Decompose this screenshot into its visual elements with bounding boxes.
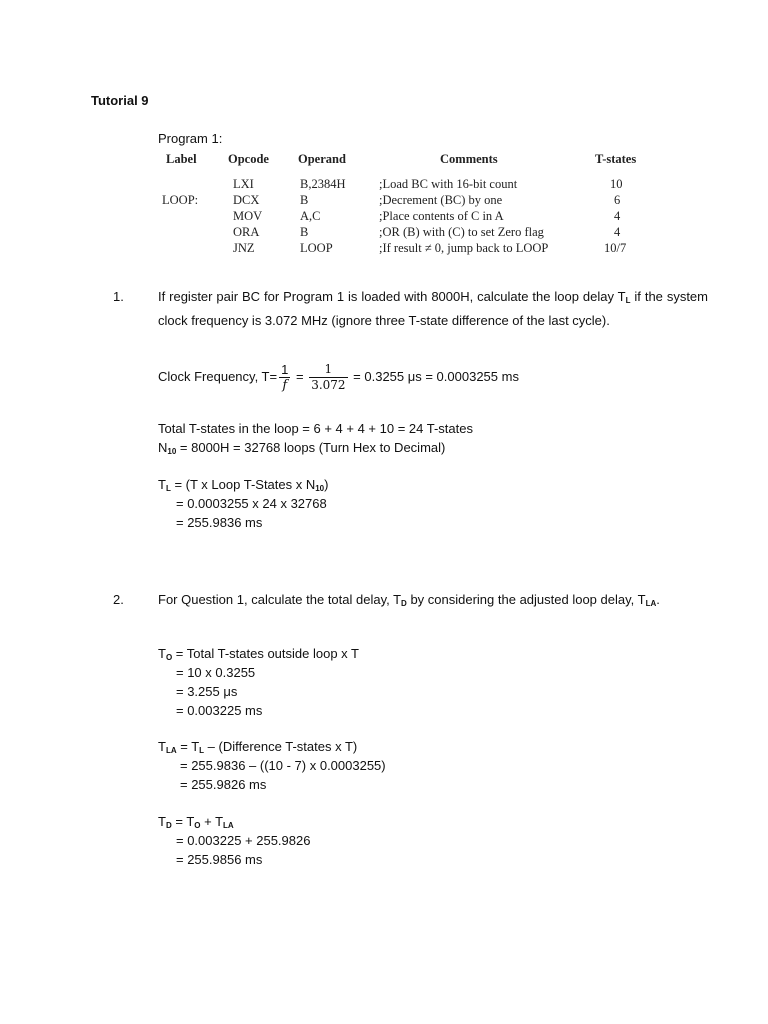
fraction-1-over-3072: $\frac{1}{3.072}$ [311,362,346,392]
tla-line-3: = 255.9826 ms [180,777,267,792]
row-comment: ;If result ≠ 0, jump back to LOOP [379,241,549,255]
table-header-label: Label [166,152,197,166]
row-opcode: LXI [233,177,254,191]
to-line-4: = 0.003225 ms [176,703,263,718]
row-comment: ;Load BC with 16-bit count [379,177,518,191]
to-line-3: = 3.255 μs [176,684,238,699]
row-opcode: ORA [233,225,260,239]
row-tstates: 10 [610,177,623,191]
tl-formula-line: $T_L = (T$ x Loop T-States x $N_{10}$) [158,477,329,493]
td-formula-line: $T_D = T_O + T_{LA}$ [158,814,234,830]
row-comment: ;Place contents of C in A [379,209,504,223]
tla-formula-line: $T_{LA} = T_L$ – (Difference T-states x T) [158,739,358,755]
row-label: LOOP: [162,193,199,207]
clock-result: = 0.3255 μs = 0.0003255 ms [353,368,519,384]
tl-line-3: = 255.9836 ms [176,515,263,530]
table-header-tstates: T-states [595,152,637,166]
table-header-opcode: Opcode [228,152,269,166]
row-comment: ;OR (B) with (C) to set Zero flag [379,225,544,239]
row-operand: B,2384H [300,177,346,191]
row-opcode: DCX [233,193,260,207]
page-title: Tutorial 9 [91,93,149,108]
to-formula-line: $T_O$ = Total T-states outside loop x T [158,646,359,662]
td-line-2: = 0.003225 + 255.9826 [176,833,311,848]
to-line-2: = 10 x 0.3255 [176,665,256,680]
program-table [160,149,650,264]
tla-line-2: = 255.9836 – ((10 - 7) x 0.0003255) [180,758,386,773]
row-operand: A,C [300,209,321,223]
row-tstates: 6 [614,193,621,207]
clock-frequency-line: Clock Frequency, T= $\frac{1}{f}$ = $\frac{1}{3.072}$ = 0.3255 μs = 0.0003255 ms [158,362,519,393]
row-operand: LOOP [300,241,333,255]
question-1-number: 1. [113,289,124,304]
row-tstates: 4 [614,225,621,239]
table-header-operand: Operand [298,152,346,166]
row-tstates: 4 [614,209,621,223]
program-label: Program 1: [158,131,223,146]
tl-line-2: = 0.0003255 x 24 x 32768 [176,496,327,511]
row-operand: B [300,225,309,239]
n10-line: $N_{10} = 8000H = 32768$ loops (Turn Hex to Decimal) [158,440,446,456]
question-1-text: If register pair BC for Program 1 is loaded with 8000H, calculate the loop delay $T_L$ if the system clock frequency is 3.072 MHz (ignore three T-state difference of the last cycle). [158,289,708,328]
row-tstates: 10/7 [604,241,627,255]
question-2-text: For Question 1, calculate the total delay, $T_D$ by considering the adjusted loop delay, $T_{LA}$. [158,592,660,608]
row-opcode: JNZ [233,241,255,255]
fraction-1-over-f: $\frac{1}{f}$ [281,362,289,393]
row-operand: B [300,193,309,207]
total-tstates-line: Total T-states in the loop = 6 + 4 + 4 + 10 = 24 T-states [158,421,473,436]
question-2-number: 2. [113,592,124,607]
table-header-comments: Comments [440,152,498,166]
td-line-3: = 255.9856 ms [176,852,263,867]
clock-label: Clock Frequency, T= [158,368,278,384]
row-comment: ;Decrement (BC) by one [379,193,503,207]
row-opcode: MOV [233,209,263,223]
